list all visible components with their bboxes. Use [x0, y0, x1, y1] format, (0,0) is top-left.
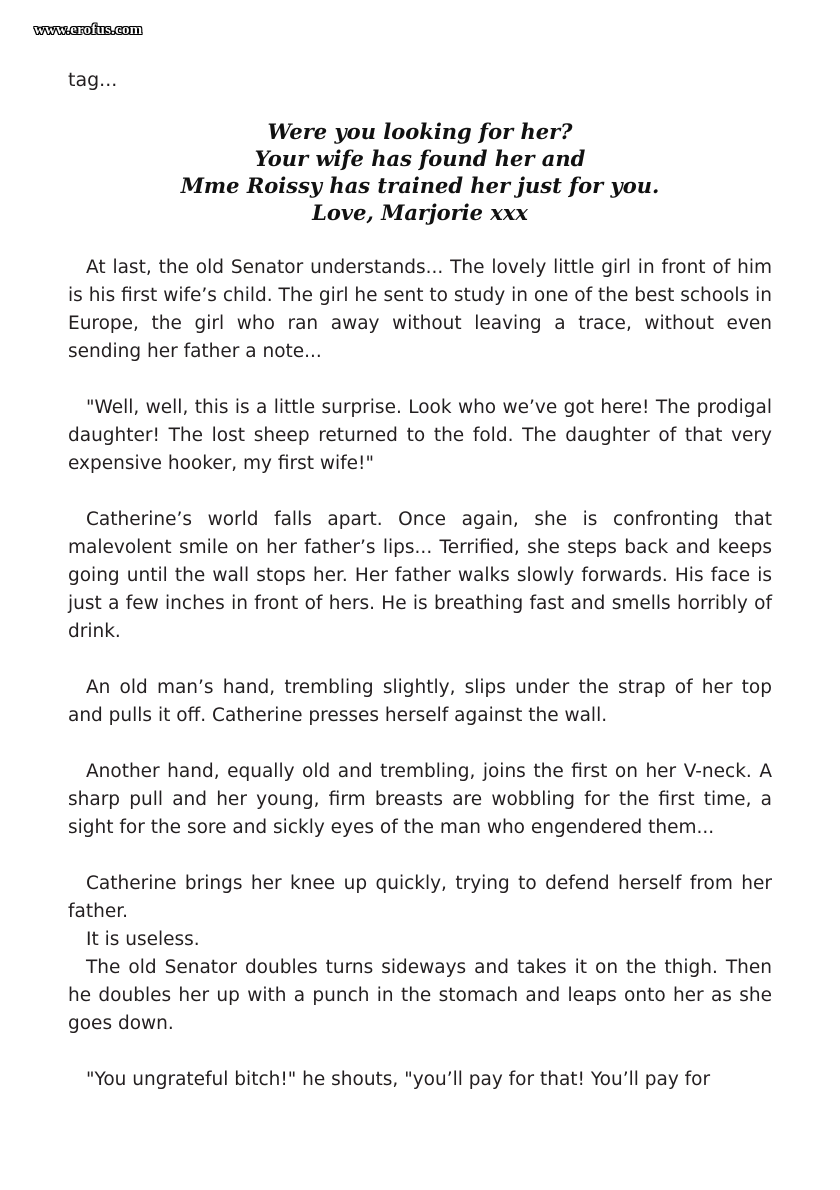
- paragraph: Catherine brings her knee up quickly, trying to defend herself from her father.: [68, 873, 772, 922]
- note-line: Were you looking for her?: [267, 119, 573, 144]
- paragraph: Another hand, equally old and trembling, joins the first on her V-neck. A sharp pull and her young, firm breasts are wobbling for the first time, a sight for the sore and sickly eyes of the man who engendered them...: [68, 761, 772, 838]
- paragraph: At last, the old Senator understands... The lovely little girl in front of him is his first wife’s child. The girl he sent to study in one of the best schools in Europe, the girl who ran away without leaving a trace, without even sending her father a note...: [68, 257, 772, 362]
- note-line: Your wife has found her and: [254, 146, 586, 171]
- paragraph: An old man’s hand, trembling slightly, slips under the strap of her top and pulls it off. Catherine presses herself against the wall.: [68, 677, 772, 726]
- note-signature: Love, Marjorie xxx: [312, 200, 528, 225]
- handwritten-note: [0, 118, 840, 226]
- watermark-text: www.erofus.com: [34, 22, 143, 38]
- story-body: [68, 254, 772, 1094]
- lead-text: tag...: [68, 69, 118, 91]
- paragraph: "You ungrateful bitch!" he shouts, "you’ll pay for that! You’ll pay for: [86, 1069, 711, 1090]
- paragraph: The old Senator doubles turns sideways and takes it on the thigh. Then he doubles her up with a punch in the stomach and leaps onto her as she goes down.: [68, 957, 772, 1034]
- paragraph: It is useless.: [86, 929, 200, 950]
- paragraph: "Well, well, this is a little surprise. Look who we’ve got here! The prodigal daughter! The lost sheep returned to the fold. The daughter of that very expensive hooker, my first wife!": [68, 397, 772, 474]
- paragraph: Catherine’s world falls apart. Once again, she is confronting that malevolent smile on her father’s lips... Terrified, she steps back and keeps going until the wall stops her. Her father walks slowly forwards. His face is just a few inches in front of hers. He is breathing fast and smells horribly of drink.: [68, 509, 772, 642]
- note-line: Mme Roissy has trained her just for you.: [180, 173, 660, 198]
